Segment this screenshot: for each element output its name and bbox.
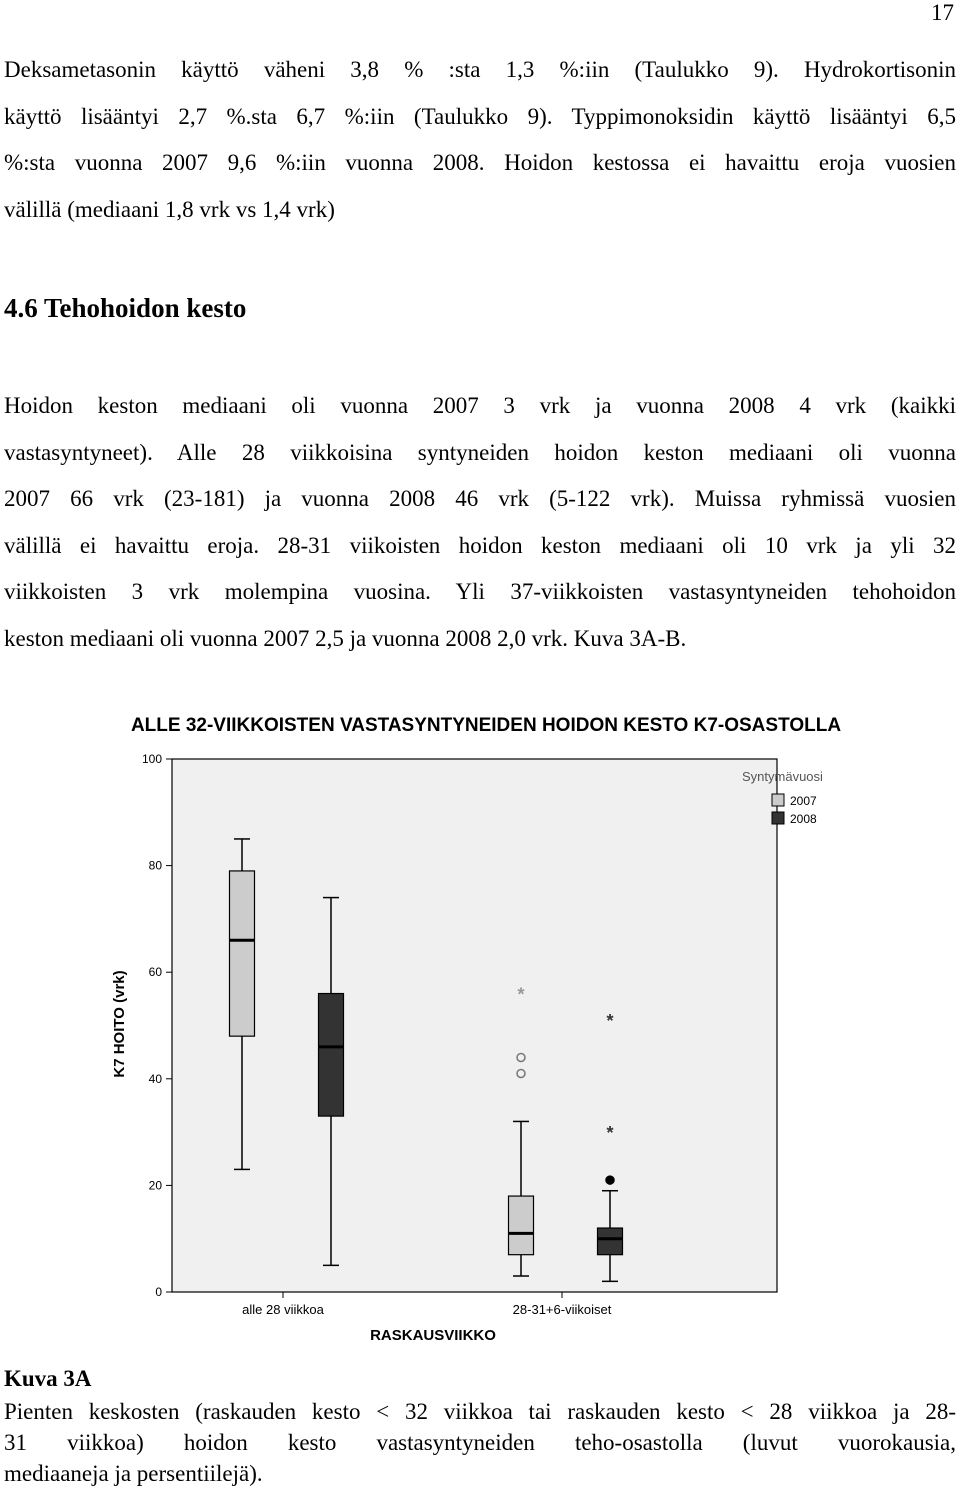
legend-title: Syntymävuosi [742,769,823,784]
box-iqr [509,1196,534,1255]
y-tick-label: 80 [148,858,162,873]
boxplot-figure [80,704,910,1354]
y-tick-label: 0 [155,1285,162,1299]
text-line: käyttö lisääntyi 2,7 %.sta 6,7 %:iin (Taulukko 9). Typpimonoksidin käyttö lisääntyi 6,5 [4,103,956,129]
text-line: välillä ei havaittu eroja. 28-31 viikoisten hoidon keston mediaani oli 10 vrk ja yli 32 [4,532,956,558]
extreme-star: * [517,984,525,1005]
caption [4,1396,956,1489]
text-line: keston mediaani oli vuonna 2007 2,5 ja vuonna 2008 2,0 vrk. Kuva 3A-B. [4,625,687,651]
x-tick-label: 28-31+6-viikoiset [512,1302,612,1317]
legend-swatch [772,794,784,806]
page-number: 17 [931,0,954,25]
x-axis [242,1292,612,1317]
text-line: viikkoisten 3 vrk molempina vuosina. Yli 37-viikkoisten vastasyntyneiden tehohoidon [4,579,956,604]
box-iqr [598,1228,623,1255]
text-line: Deksametasonin käyttö väheni 3,8 % :sta 1,3 %:iin (Taulukko 9). Hydrokortisonin [4,57,956,82]
plot-area [172,759,777,1292]
box-iqr [230,871,255,1036]
y-tick-label: 60 [148,965,162,980]
y-axis-label: K7 HOITO (vrk) [111,970,128,1078]
caption-line: 31 viikkoa) hoidon kesto vastasyntyneiden teho-osastolla (luvut vuorokausia, [4,1430,956,1455]
paragraph-medication [4,47,956,233]
text-line: %:sta vuonna 2007 9,6 %:iin vuonna 2008. Hoidon kestossa ei havaittu eroja vuosien [4,150,956,175]
y-tick-label: 40 [148,1071,162,1086]
y-tick-label: 20 [148,1178,162,1193]
caption-line: Pienten keskosten (raskauden kesto < 32 viikkoa tai raskauden kesto < 28 viikkoa ja 28- [4,1399,956,1424]
box-iqr [319,994,344,1117]
legend-swatch [772,812,784,824]
text-line: välillä (mediaani 1,8 vrk vs 1,4 vrk) [4,196,335,222]
x-axis-label: RASKAUSVIIKKO [370,1327,496,1344]
paragraph-treatment-duration [4,383,956,662]
boxplot-chart [80,704,910,1354]
extreme-star: * [606,1011,614,1032]
extreme-star: * [606,1123,614,1144]
section-heading: 4.6 Tehohoidon kesto [4,293,247,323]
text-line: vastasyntyneet). Alle 28 viikkoisina syntyneiden hoidon keston mediaani oli vuonna [4,439,956,465]
text-line: 2007 66 vrk (23-181) ja vuonna 2008 46 vrk (5-122 vrk). Muissa ryhmissä vuosien [4,486,956,511]
caption-title: Kuva 3A [4,1366,92,1391]
chart-title: ALLE 32-VIIKKOISTEN VASTASYNTYNEIDEN HOIDON KESTO K7-OSASTOLLA [130,715,842,736]
x-tick-label: alle 28 viikkoa [242,1302,324,1317]
y-axis [142,752,172,1299]
outlier-point [606,1176,614,1184]
legend-label: 2008 [790,812,817,826]
y-tick-label: 100 [141,752,162,766]
text-line: Hoidon keston mediaani oli vuonna 2007 3 vrk ja vuonna 2008 4 vrk (kaikki [4,393,956,418]
legend-label: 2007 [790,794,817,808]
caption-line: mediaaneja ja persentiilejä). [4,1461,263,1486]
